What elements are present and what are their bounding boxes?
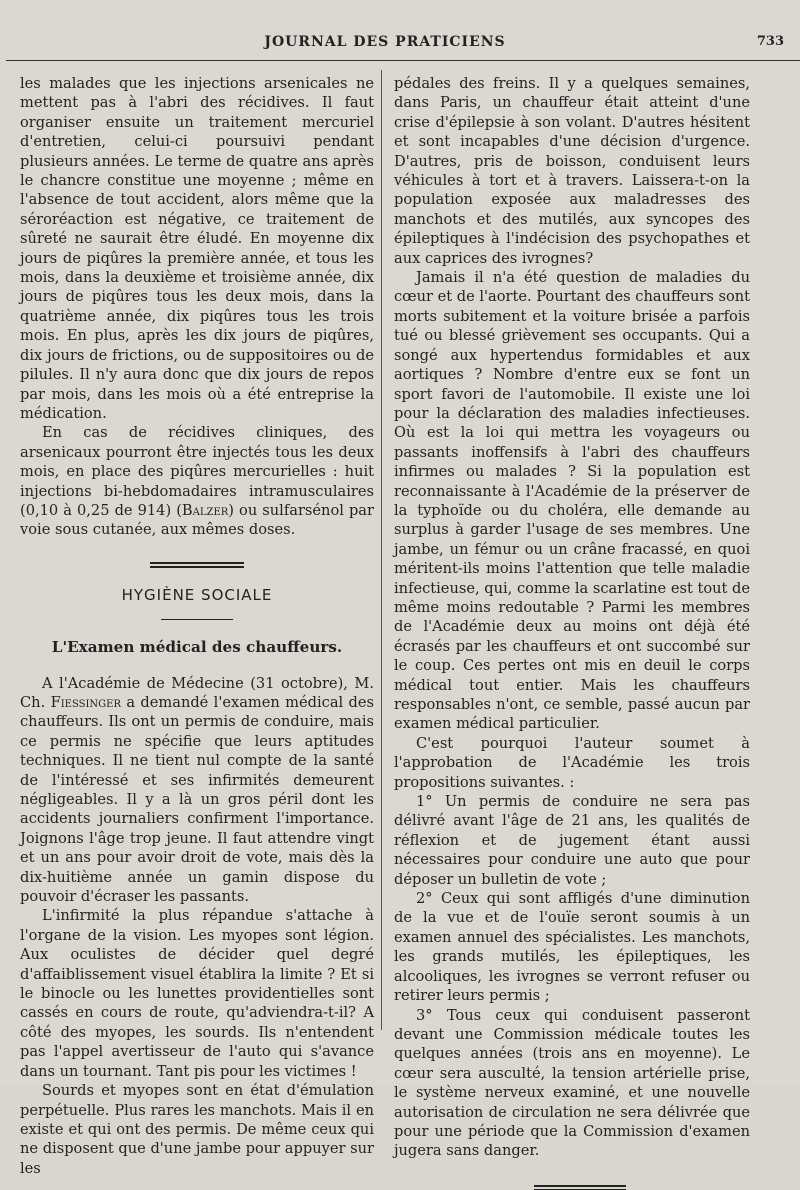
page-header [0,34,800,54]
left-paragraph-3 [20,674,374,907]
left-paragraph-5: Sourds et myopes sont en état d'émulation perpétuelle. Plus rares les manchots. Mais il en existe et qui ont des permis. De même ceux qui ne disposent que d'une jambe pour appuyer sur les [20,1082,374,1177]
proposition-2: 2° Ceux qui sont affligés d'une diminution de la vue et de l'ouïe seront soumis à un examen annuel des spécialistes. Les manchots, les grands mutilés, les épileptiques, les alcooliques, les ivrognes se verront refuser ou retirer leurs permis ; [394,890,750,1005]
paragraph-text: A l'Académie de Médecine (31 octobre), M. Ch. [20,674,374,711]
section-underline [161,619,233,620]
paragraph-text: En cas de récidives cliniques, des arsenicaux pourront être injectés tous les deux mois, en place des piqûres mercurielles : huit injections bi-hebdomadaires intramusculaires (0,10 à 0,25 de 914) ( [20,424,374,519]
header-rule [6,60,800,61]
right-paragraph-2: Jamais il n'a été question de maladies du cœur et de l'aorte. Pourtant des chauffeurs sont morts subitement et la voiture brisée a parfois tué ou blessé grièvement ses occupants. Qui a songé aux hypertendus formidables et aux aortiques ? Nombre d'entre eux se font un sport favori de l'automobile. Il existe une loi pour la déclaration des maladies infectieuses. Où est la loi qui mettra les voyageurs ou passants inoffensifs à l'abri des chauffeurs infirmes ou malades ? Si la population est reconnaissante à l'Académie de la préserver de la typhoïde ou du choléra, elle demande au surplus à garder l'usage de ses membres. Une jambe, un fémur ou un crâne fracassé, en quoi méritent-ils moins l'attention que telle maladie infectieuse, qui, comme la scarlatine est tout de même moins redoutable ? Parmi les membres de l'Académie deux au moins ont déjà été écrasés par les chauffeurs et ont succombé sur le coup. Ces pertes ont mis en deuil le corps médical tout entier. Mais les chauffeurs responsables n'ont, ce semble, passé aucun par examen médical particulier. [394,269,750,733]
left-paragraph-1: les malades que les injections arsenicales ne mettent pas à l'abri des récidives. Il faut organiser ensuite un traitement mercuriel d'entretien, celui-ci poursuivi pendant plusieurs années. Le terme de quatre ans après le chancre constitue une moyenne ; même en l'absence de tout accident, alors même que la séroréaction est négative, ce traitement de sûreté ne saurait être éludé. En moyenne dix jours de piqûres la première année, et tous les mois, dans la deuxième et troisième année, dix jours de piqûres tous les deux mois, dans la quatrième année, dix piqûres tous les trois mois. En plus, après les dix jours de piqûres, dix jours de frictions, ou de suppositoires ou de pilules. Il n'y aura donc que dix jours de repos par mois, dans les mois où a été entreprise la médication. [20,75,374,422]
left-paragraph-4: L'infirmité la plus répandue s'attache à l'organe de la vision. Les myopes sont légion. Aux oculistes de décider quel degré d'affaiblissement visuel établira la limite ? Et si le binocle ou les lunettes providentielles sont cassés en cours de route, qu'adviendra-t-il? A côté des myopes, les sourds. Ils n'entendent pas l'appel avertisseur de l'auto qui s'avance dans un tournant. Tant pis pour les victimes ! [20,907,374,1080]
author-name-balzer: Balzer [181,501,229,519]
article-title: L'Examen médical des chauffeurs. [51,638,343,657]
page-number: 733 [756,34,784,49]
article-end-rule [534,1185,626,1190]
paragraph-text: a demandé l'examen médical des chauffeurs. Ils ont un permis de conduire, mais ce permis ne spécifie que leurs aptitudes techniques. Il ne tient nul compte de la santé de l'intéressé et ses infirmités demeurent négligeables. Il y a là un gros péril dont les accidents journaliers confirment l'importance. Joignons l'âge trop jeune. Il faut attendre vingt et un ans pour avoir droit de vote, mais dès la dix-huitième année un gamin dispose du pouvoir d'écraser les passants. [20,693,375,906]
column-divider [381,70,382,1030]
right-paragraph-1: pédales des freins. Il y a quelques semaines, dans Paris, un chauffeur était atteint d'une crise d'épilepsie à son volant. D'autres hésitent et sont incapables d'une décision d'urgence. D'autres, pris de boisson, conduisent leurs véhicules à tort et à travers. Laissera-t-on la population exposée aux maladresses des manchots et des mutilés, aux syncopes des épileptiques à l'indécision des psychopathes et aux caprices des ivrognes? [394,75,750,267]
left-column [20,74,374,1178]
journal-title: JOURNAL DES PRATICIENS [264,34,506,50]
section-divider [150,562,244,568]
right-paragraph-3: C'est pourquoi l'auteur soumet à l'approbation de l'Académie les trois propositions suivantes. : [394,734,750,791]
proposition-3: 3° Tous ceux qui conduisent passeront devant une Commission médicale toutes les quelques années (trois ans en moyenne). Le cœur sera ausculté, la tension artérielle prise, le système nerveux examiné, et une nouvelle autorisation de circulation ne sera délivrée que pour une période que la Commission d'examen jugera sans danger. [394,1006,750,1160]
section-title: HYGIÈNE SOCIALE [121,585,273,604]
author-name-fiessinger: Fiessinger [50,693,121,711]
proposition-1: 1° Un permis de conduire ne sera pas délivré avant l'âge de 21 ans, les qualités de réflexion et de jugement étant aussi nécessaires pour conduire une auto que pour déposer un bulletin de vote ; [394,793,750,888]
right-column [394,74,750,1190]
left-paragraph-2 [20,423,374,539]
paragraph-text: ) ou sulfarsénol par voie sous cutanée, aux mêmes doses. [20,501,374,539]
